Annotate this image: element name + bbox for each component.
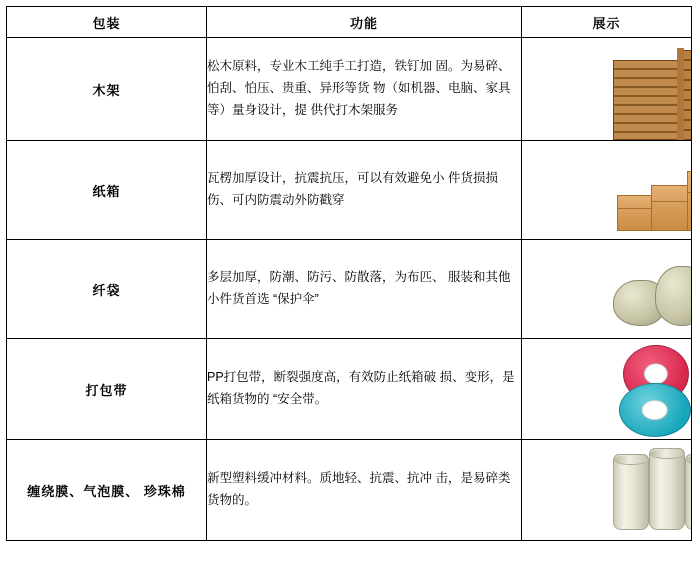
cell-function-text: 瓦楞加厚设计，抗震抗压，可以有效避免小 件货损损伤、可内防震动外防戳穿 [207,141,522,240]
cell-packaging-name: 纸箱 [7,141,207,240]
cell-display-image [522,339,692,440]
roll-core-hole [643,363,667,384]
crate-middle [683,50,692,140]
table-header-row [7,7,692,38]
carton-box-photo [522,141,691,239]
cell-packaging-name: 木架 [7,38,207,141]
crate-post-one [677,48,684,140]
cell-packaging-name: 纤袋 [7,240,207,339]
table-row [7,339,692,440]
table-row [7,38,692,141]
carton-box-1 [617,195,655,231]
woven-bag-photo [522,240,691,338]
cell-display-image [522,38,692,141]
table-row [7,141,692,240]
column-header-display: 展示 [522,7,692,38]
carton-box-3 [687,171,692,231]
film-roll-3 [685,454,692,530]
table-header [7,7,692,38]
table-row [7,240,692,339]
cell-function-text: 松木原料，专业木工纯手工打造，铁钉加 固。为易碎、怕刮、怕压、贵重、异形等货 物（如机器、电脑、家具等）量身设计，提 供代打木架服务 [207,38,522,141]
stretch-film-rolls-photo [522,440,691,540]
cell-function-text: 新型塑料缓冲材料。质地轻、抗震、抗冲 击，是易碎类货物的。 [207,440,522,541]
packaging-table [6,6,692,541]
cell-packaging-name: 打包带 [7,339,207,440]
strapping-band-rolls-photo [522,339,691,439]
column-header-packaging: 包装 [7,7,207,38]
roll-core-hole [641,400,668,420]
cell-packaging-name: 缠绕膜、气泡膜、 珍珠棉 [7,440,207,541]
carton-box-2 [651,185,691,231]
film-roll-1 [613,454,649,530]
cell-display-image [522,141,692,240]
film-roll-2 [649,448,685,530]
crate-left [613,60,687,140]
table-body [7,38,692,541]
strapping-roll-cyan [619,383,691,437]
cell-display-image [522,240,692,339]
cell-function-text: PP打包带，断裂强度高，有效防止纸箱破 损、变形，是纸箱货物的 “安全带。 [207,339,522,440]
table-row [7,440,692,541]
cell-display-image [522,440,692,541]
column-header-function: 功能 [207,7,522,38]
cell-function-text: 多层加厚，防潮、防污、防散落，为布匹、 服装和其他小件货首选 “保护伞” [207,240,522,339]
wooden-crate-photo [522,38,691,140]
